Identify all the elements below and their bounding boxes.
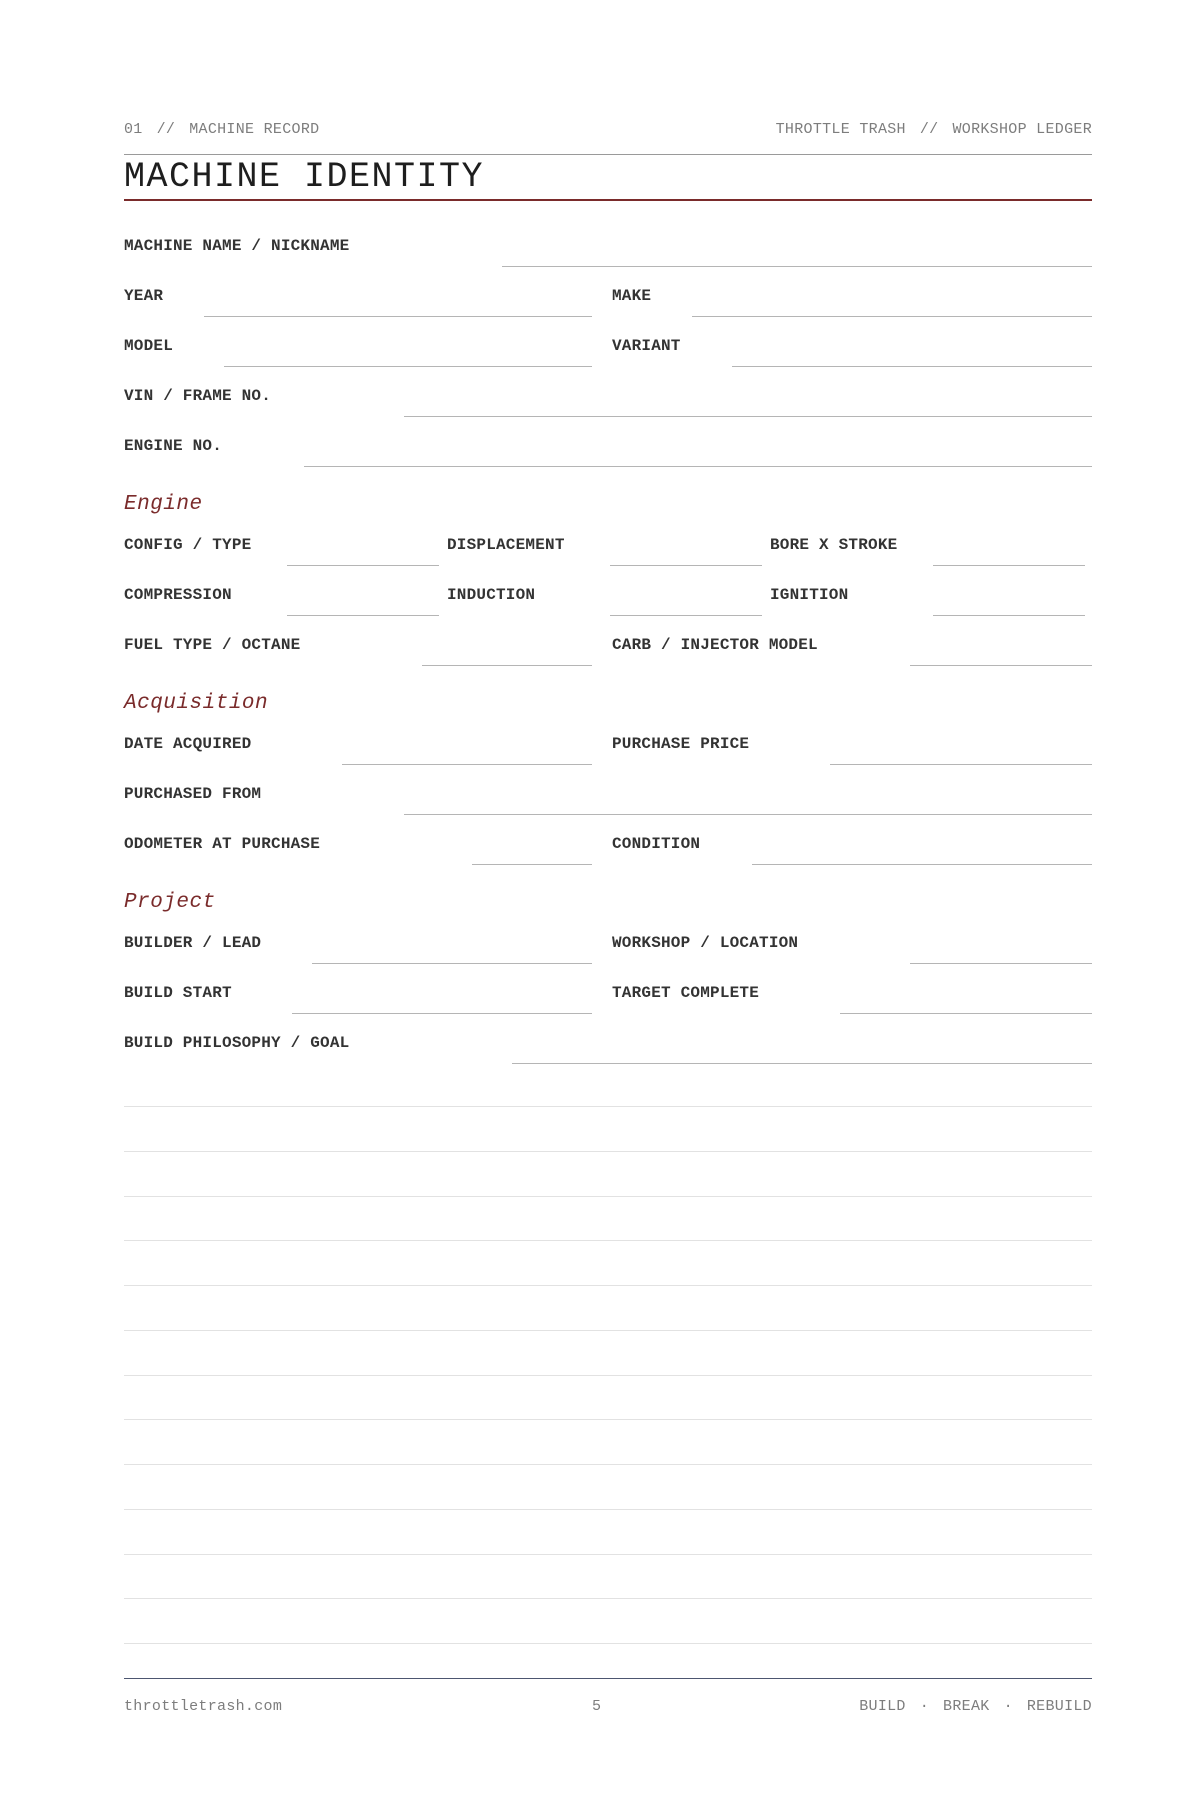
header-separator: // xyxy=(156,121,176,138)
field-machine-name xyxy=(124,237,1092,267)
website-link[interactable]: throttletrash.com xyxy=(124,1698,283,1715)
condition-label: CONDITION xyxy=(612,835,701,853)
purchase-price-input[interactable] xyxy=(830,764,1092,765)
bore-stroke-label: BORE X STROKE xyxy=(770,536,898,554)
purchased-from-label: PURCHASED FROM xyxy=(124,785,262,803)
ignition-input[interactable] xyxy=(933,615,1085,616)
row-year-make xyxy=(124,287,1092,317)
year-input[interactable] xyxy=(204,316,592,317)
odometer-label: ODOMETER AT PURCHASE xyxy=(124,835,321,853)
note-line[interactable] xyxy=(124,1196,1092,1197)
target-complete-input[interactable] xyxy=(840,1013,1092,1014)
variant-input[interactable] xyxy=(732,366,1092,367)
row-model-variant xyxy=(124,337,1092,367)
page-header xyxy=(124,121,1092,138)
philosophy-label: BUILD PHILOSOPHY / GOAL xyxy=(124,1034,350,1052)
row-fuel-carb xyxy=(124,636,1092,666)
engine-no-input[interactable] xyxy=(304,466,1092,467)
build-start-input[interactable] xyxy=(292,1013,592,1014)
field-odometer xyxy=(124,835,592,865)
machine-name-label: MACHINE NAME / NICKNAME xyxy=(124,237,350,255)
motto-word: REBUILD xyxy=(1026,1698,1092,1715)
field-vin xyxy=(124,387,1092,417)
row-purchased-from xyxy=(124,785,1092,815)
row-odometer-condition xyxy=(124,835,1092,865)
date-acquired-label: DATE ACQUIRED xyxy=(124,735,252,753)
config-input[interactable] xyxy=(287,565,439,566)
carb-input[interactable] xyxy=(910,665,1092,666)
workshop-input[interactable] xyxy=(910,963,1092,964)
form-page xyxy=(124,0,1092,1800)
induction-input[interactable] xyxy=(610,615,762,616)
note-line[interactable] xyxy=(124,1285,1092,1286)
field-compression xyxy=(124,586,439,616)
note-line[interactable] xyxy=(124,1464,1092,1465)
header-left xyxy=(124,121,319,138)
target-complete-label: TARGET COMPLETE xyxy=(612,984,760,1002)
engine-no-label: ENGINE NO. xyxy=(124,437,223,455)
motto-word: BREAK xyxy=(943,1698,990,1715)
philosophy-input[interactable] xyxy=(512,1063,1092,1064)
field-workshop xyxy=(612,934,1092,964)
config-label: CONFIG / TYPE xyxy=(124,536,252,554)
field-target-complete xyxy=(612,984,1092,1014)
vin-label: VIN / FRAME NO. xyxy=(124,387,272,405)
field-date-acquired xyxy=(124,735,592,765)
page-number: 5 xyxy=(592,1698,602,1715)
compression-input[interactable] xyxy=(287,615,439,616)
note-line[interactable] xyxy=(124,1509,1092,1510)
footer-rule xyxy=(124,1678,1092,1679)
section-heading-engine: Engine xyxy=(124,493,203,516)
field-purchase-price xyxy=(612,735,1092,765)
condition-input[interactable] xyxy=(752,864,1092,865)
row-date-price xyxy=(124,735,1092,765)
field-carb xyxy=(612,636,1092,666)
variant-label: VARIANT xyxy=(612,337,681,355)
field-build-start xyxy=(124,984,592,1014)
note-line[interactable] xyxy=(124,1375,1092,1376)
page-title: MACHINE IDENTITY xyxy=(124,157,485,197)
make-input[interactable] xyxy=(692,316,1092,317)
ignition-label: IGNITION xyxy=(770,586,849,604)
field-engine-no xyxy=(124,437,1092,467)
field-displacement xyxy=(447,536,762,566)
note-line[interactable] xyxy=(124,1106,1092,1107)
note-line[interactable] xyxy=(124,1643,1092,1644)
row-philosophy xyxy=(124,1034,1092,1064)
field-make xyxy=(612,287,1092,317)
field-builder xyxy=(124,934,592,964)
workshop-label: WORKSHOP / LOCATION xyxy=(612,934,799,952)
row-builder-workshop xyxy=(124,934,1092,964)
make-label: MAKE xyxy=(612,287,652,305)
row-config-displacement-bore xyxy=(124,536,1092,566)
row-start-target xyxy=(124,984,1092,1014)
brand-name: THROTTLE TRASH xyxy=(775,121,906,138)
field-ignition xyxy=(770,586,1085,616)
fuel-input[interactable] xyxy=(422,665,592,666)
row-vin xyxy=(124,387,1092,417)
machine-name-input[interactable] xyxy=(502,266,1092,267)
section-number: 01 xyxy=(124,121,143,138)
field-condition xyxy=(612,835,1092,865)
field-bore-stroke xyxy=(770,536,1085,566)
build-start-label: BUILD START xyxy=(124,984,232,1002)
footer-motto xyxy=(859,1698,1092,1715)
row-machine-name xyxy=(124,237,1092,267)
date-acquired-input[interactable] xyxy=(342,764,592,765)
bore-stroke-input[interactable] xyxy=(933,565,1085,566)
section-heading-acquisition: Acquisition xyxy=(124,692,269,715)
header-right xyxy=(776,121,1092,138)
section-heading-project: Project xyxy=(124,891,216,914)
year-label: YEAR xyxy=(124,287,164,305)
field-year xyxy=(124,287,592,317)
displacement-input[interactable] xyxy=(610,565,762,566)
note-line[interactable] xyxy=(124,1554,1092,1555)
row-compression-induction-ignition xyxy=(124,586,1092,616)
field-philosophy xyxy=(124,1034,1092,1064)
field-induction xyxy=(447,586,762,616)
field-purchased-from xyxy=(124,785,1092,815)
header-rule xyxy=(124,154,1092,155)
motto-word: BUILD xyxy=(859,1698,906,1715)
induction-label: INDUCTION xyxy=(447,586,536,604)
title-rule xyxy=(124,199,1092,201)
note-line[interactable] xyxy=(124,1598,1092,1599)
note-line[interactable] xyxy=(124,1240,1092,1241)
ledger-name: WORKSHOP LEDGER xyxy=(952,121,1092,138)
model-label: MODEL xyxy=(124,337,174,355)
header-separator-right: // xyxy=(919,121,939,138)
section-name: MACHINE RECORD xyxy=(189,121,320,138)
note-line[interactable] xyxy=(124,1419,1092,1420)
carb-label: CARB / INJECTOR MODEL xyxy=(612,636,818,654)
displacement-label: DISPLACEMENT xyxy=(447,536,565,554)
vin-input[interactable] xyxy=(404,416,1092,417)
row-engine-no xyxy=(124,437,1092,467)
builder-input[interactable] xyxy=(312,963,592,964)
odometer-input[interactable] xyxy=(472,864,592,865)
field-config xyxy=(124,536,439,566)
fuel-label: FUEL TYPE / OCTANE xyxy=(124,636,301,654)
motto-separator: · xyxy=(1003,1698,1013,1715)
field-model xyxy=(124,337,592,367)
purchased-from-input[interactable] xyxy=(404,814,1092,815)
compression-label: COMPRESSION xyxy=(124,586,232,604)
model-input[interactable] xyxy=(224,366,592,367)
field-fuel xyxy=(124,636,592,666)
purchase-price-label: PURCHASE PRICE xyxy=(612,735,750,753)
motto-separator: · xyxy=(919,1698,930,1715)
note-line[interactable] xyxy=(124,1151,1092,1152)
note-line[interactable] xyxy=(124,1330,1092,1331)
field-variant xyxy=(612,337,1092,367)
builder-label: BUILDER / LEAD xyxy=(124,934,262,952)
